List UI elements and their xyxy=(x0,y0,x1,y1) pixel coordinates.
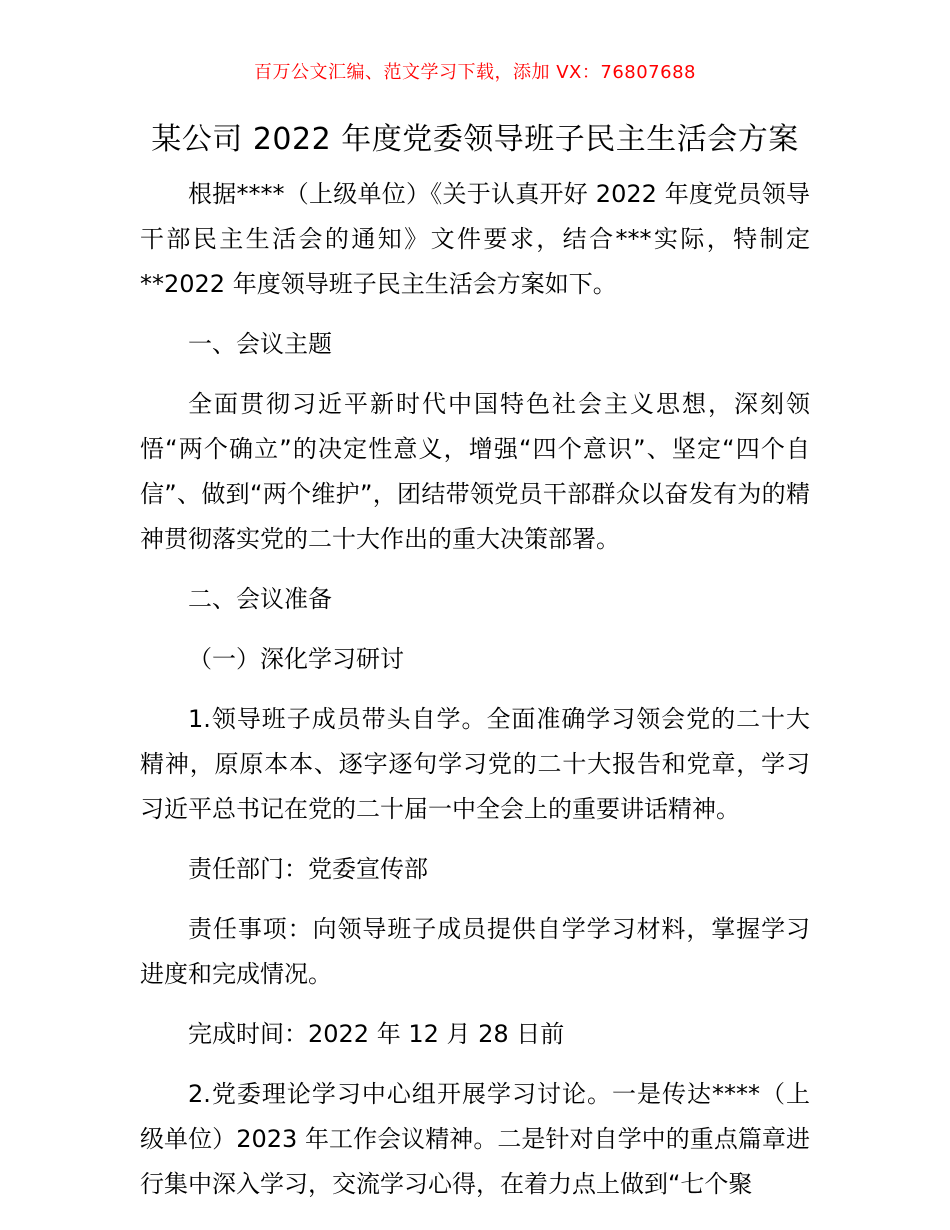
item-1-paragraph: 1.领导班子成员带头自学。全面准确学习领会党的二十大精神，原原本本、逐字逐句学习党的二十大报告和党章，学习习近平总书记在党的二十届一中全会上的重要讲话精神。 xyxy=(140,705,810,823)
responsible-matters: 责任事项：向领导班子成员提供自学学习材料，掌握学习进度和完成情况。 xyxy=(140,915,810,988)
document-title: 某公司 2022 年度党委领导班子民主生活会方案 xyxy=(151,122,799,157)
section-heading-theme: 一、会议主题 xyxy=(188,330,332,358)
subsection-heading-study: （一）深化学习研讨 xyxy=(188,645,404,673)
header-watermark-note: 百万公文汇编、范文学习下载，添加 VX：76807688 xyxy=(254,62,696,83)
completion-time: 完成时间：2022 年 12 月 28 日前 xyxy=(188,1020,565,1048)
theme-paragraph: 全面贯彻习近平新时代中国特色社会主义思想，深刻领悟“两个确立”的决定性意义，增强“四个意识”、坚定“四个自信”、做到“两个维护”，团结带领党员干部群众以奋发有为的精神贯彻落实党的二十大作出的重大决策部署。 xyxy=(140,390,810,553)
responsible-department: 责任部门：党委宣传部 xyxy=(188,855,428,883)
intro-paragraph: 根据****（上级单位）《关于认真开好 2022 年度党员领导干部民主生活会的通知》文件要求，结合***实际，特制定**2022 年度领导班子民主生活会方案如下。 xyxy=(140,180,810,298)
document-body xyxy=(140,172,810,1222)
item-2-paragraph: 2.党委理论学习中心组开展学习讨论。一是传达****（上级单位）2023 年工作会议精神。二是针对自学中的重点篇章进行集中深入学习，交流学习心得，在着力点上做到“七个聚 xyxy=(140,1080,810,1198)
section-heading-preparation: 二、会议准备 xyxy=(188,585,332,613)
